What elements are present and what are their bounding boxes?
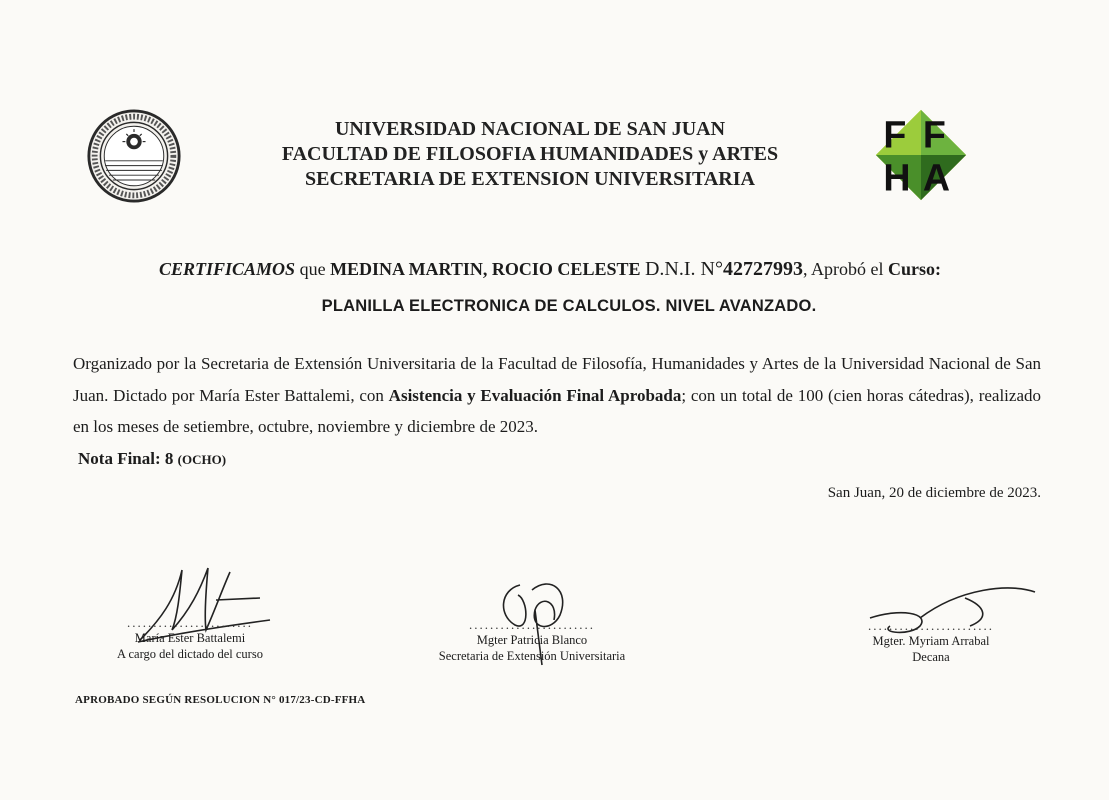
institution-header bbox=[210, 117, 850, 192]
university-name: UNIVERSIDAD NACIONAL DE SAN JUAN bbox=[334, 118, 726, 140]
logo-letter-f1: F bbox=[883, 113, 907, 156]
logo-letter-h: H bbox=[883, 156, 911, 199]
signer-name: Mgter Patricia Blanco bbox=[476, 633, 588, 647]
signer-name: Mgter. Myriam Arrabal bbox=[872, 634, 990, 648]
issue-date: San Juan, 20 de diciembre de 2023. bbox=[827, 485, 1041, 501]
certification-statement bbox=[60, 258, 1040, 281]
dni-number: 42727993 bbox=[722, 258, 803, 280]
logo-letter-a: A bbox=[922, 156, 951, 199]
signer-role: Secretaria de Extensión Universitaria bbox=[438, 649, 626, 663]
signer-role: A cargo del dictado del curso bbox=[117, 647, 263, 661]
signer-role: Decana bbox=[912, 650, 950, 664]
ffha-logo bbox=[874, 108, 968, 202]
final-grade-label: Nota Final: 8 bbox=[78, 449, 178, 468]
logo-letter-f2: F bbox=[922, 113, 946, 156]
signature-block-secretary bbox=[420, 618, 644, 664]
certificate-body-paragraph bbox=[73, 348, 1041, 443]
signature-block-instructor bbox=[100, 616, 280, 662]
signer-name: María Ester Battalemi bbox=[134, 631, 246, 645]
body-text-bold: Asistencia y Evaluación Final Aprobada bbox=[388, 385, 682, 405]
signature-line: ........................ bbox=[469, 617, 595, 632]
university-seal-logo bbox=[86, 108, 182, 204]
secretariat-name: SECRETARIA DE EXTENSION UNIVERSITARIA bbox=[305, 168, 755, 190]
signature-line: ........................ bbox=[868, 618, 994, 633]
dni-label: D.N.I. N° bbox=[644, 258, 723, 280]
curso-label: Curso: bbox=[887, 259, 941, 279]
course-title: PLANILLA ELECTRONICA DE CALCULOS. NIVEL AVANZADO. bbox=[321, 297, 817, 315]
que-word: que bbox=[295, 259, 331, 279]
resolution-note: APROBADO SEGÚN RESOLUCION N° 017/23-CD-FFHA bbox=[75, 694, 366, 706]
signature-block-dean bbox=[826, 619, 1036, 665]
recipient-name: MEDINA MARTIN, ROCIO CELESTE bbox=[330, 259, 641, 279]
certificamos-word: CERTIFICAMOS bbox=[159, 259, 296, 279]
body-text-part2: ; con un total de 100 (cien horas cátedras), realizado en los meses de setiembre, octubre, noviembre y diciembre de 2023. bbox=[73, 385, 1041, 436]
signature-line: ........................ bbox=[127, 615, 253, 630]
final-grade bbox=[78, 449, 226, 469]
faculty-name: FACULTAD DE FILOSOFIA HUMANIDADES y ARTES bbox=[281, 143, 779, 165]
body-text-part1: Organizado por la Secretaria de Extensión Universitaria de la Facultad de Filosofía, Humanidades y Artes de la Universidad Nacional de San Juan. Dictado por María Ester Battalemi, con bbox=[73, 354, 1041, 405]
aprobo-text: , Aprobó el bbox=[802, 259, 888, 279]
final-grade-words: (OCHO) bbox=[177, 452, 227, 467]
